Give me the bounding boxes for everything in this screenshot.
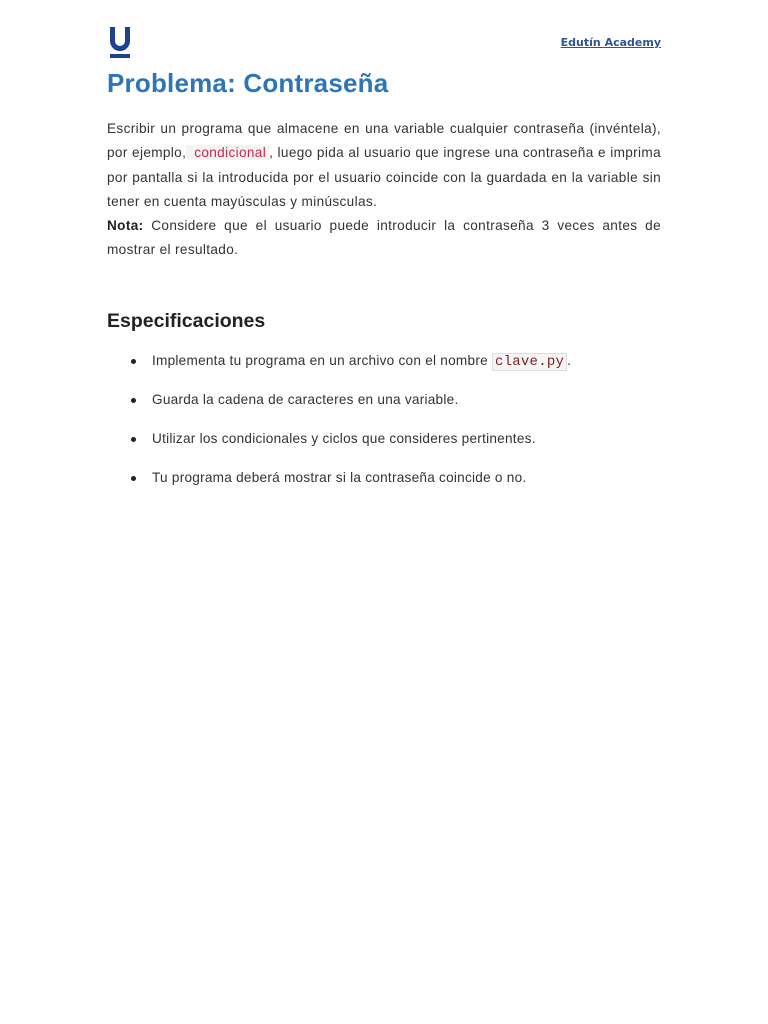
list-item-text: Utilizar los condicionales y ciclos que consideres pertinentes. (152, 431, 536, 446)
note-label: Nota: (107, 218, 144, 234)
bullet-icon (131, 476, 136, 481)
specs-heading: Especificaciones (107, 310, 266, 332)
intro-text: Escribir un programa que almacene en una variable cualquier contraseña (invéntela), por ejemplo, (107, 121, 661, 161)
edutin-logo-icon (107, 27, 133, 59)
list-item (107, 388, 661, 427)
list-item-text: Implementa tu programa en un archivo con el nombre (152, 353, 492, 368)
list-item (107, 427, 661, 466)
filename-code: clave.py (492, 353, 567, 371)
list-item-text: Tu programa deberá mostrar si la contraseña coincide o no. (152, 470, 527, 485)
edutin-academy-link[interactable]: Edutín Academy (560, 36, 661, 49)
bullet-icon (131, 398, 136, 403)
bullet-icon (131, 359, 136, 364)
list-item-suffix: . (567, 353, 572, 368)
bullet-icon (131, 437, 136, 442)
list-item-text: Guarda la cadena de caracteres en una variable. (152, 392, 459, 407)
problem-description (107, 117, 661, 263)
list-item (107, 466, 661, 505)
page-title: Problema: Contraseña (107, 68, 389, 98)
specs-list (107, 349, 661, 505)
list-item (107, 349, 661, 388)
example-password-code: condicional (186, 145, 269, 160)
note-text: Considere que el usuario puede introducir la contraseña 3 veces antes de mostrar el resultado. (107, 218, 661, 258)
intro-text-continued: , luego pida al usuario que ingrese una contraseña e imprima por pantalla si la introducida por el usuario coincide con la guardada en la variable sin tener en cuenta mayúsculas y minúsculas. (107, 145, 661, 209)
